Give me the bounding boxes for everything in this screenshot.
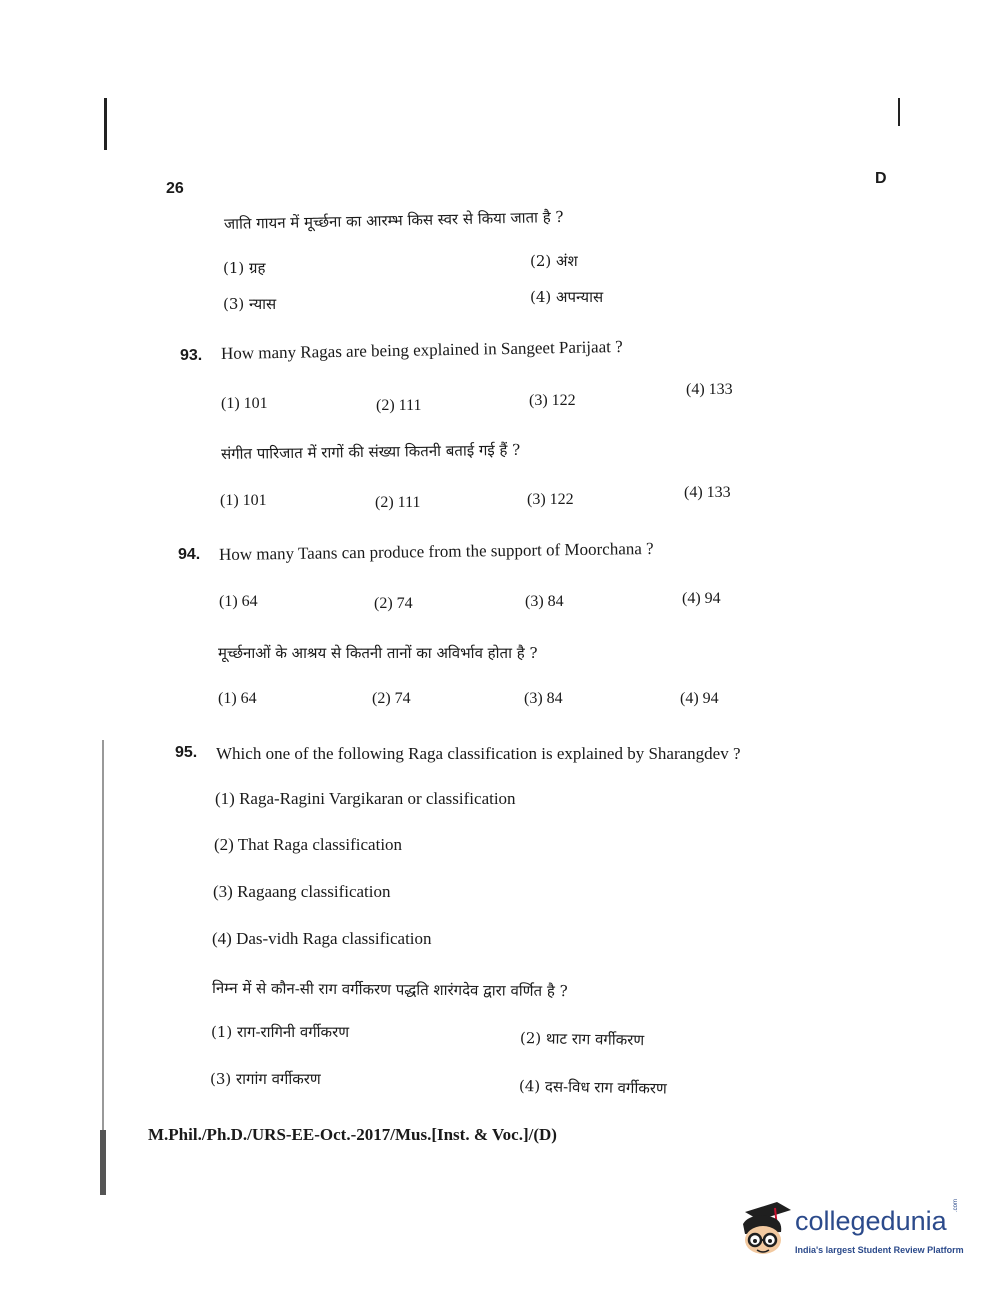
collegedunia-tagline: India's largest Student Review Platform [795, 1245, 964, 1255]
q95-question-hi: निम्न में से कौन-सी राग वर्गीकरण पद्धति शारंगदेव द्वारा वर्णित है ? [211, 979, 568, 1001]
scan-mark-left [104, 98, 107, 150]
q92-option-2: (2) अंश [530, 252, 578, 270]
q95-option-en-2: (2) That Raga classification [214, 835, 403, 854]
q94-option-hi-2: (2) 74 [372, 690, 411, 707]
q95-option-hi-1: (1) राग-रागिनी वर्गीकरण [211, 1023, 350, 1041]
series-letter: D [875, 170, 887, 187]
q93-option-hi-3: (3) 122 [527, 491, 574, 508]
mascot-icon [737, 1198, 795, 1260]
q94-option-en-2: (2) 74 [374, 595, 413, 612]
q94-option-en-3: (3) 84 [525, 593, 564, 610]
page-number: 26 [166, 180, 184, 197]
q94-question-en: How many Taans can produce from the support of Moorchana ? [218, 538, 654, 564]
q95-option-en-1: (1) Raga-Ragini Vargikaran or classification [215, 789, 516, 808]
scan-edge-left [102, 740, 104, 1195]
q92-option-4: (4) अपन्यास [530, 288, 604, 306]
scan-mark-right [898, 98, 900, 126]
q93-question-hi: संगीत पारिजात में रागों की संख्या कितनी बताई गई हैं ? [220, 440, 521, 463]
q95-option-hi-2: (2) थाट राग वर्गीकरण [519, 1029, 645, 1050]
q92-question-hi: जाति गायन में मूर्च्छना का आरम्भ किस स्वर से किया जाता है ? [223, 207, 564, 233]
q92-option-1: (1) ग्रह [223, 259, 266, 277]
q93-option-en-2: (2) 111 [376, 397, 422, 414]
q93-option-en-3: (3) 122 [529, 392, 576, 409]
q95-option-hi-4: (4) दस-विध राग वर्गीकरण [518, 1077, 667, 1098]
collegedunia-logo [737, 1198, 964, 1268]
q93-option-en-4: (4) 133 [686, 381, 733, 398]
q93-option-hi-4: (4) 133 [684, 484, 731, 501]
q93-number: 93. [180, 347, 203, 364]
q95-question-en: Which one of the following Raga classification is explained by Sharangdev ? [216, 744, 741, 763]
q94-option-hi-1: (1) 64 [218, 690, 257, 707]
q94-number: 94. [178, 546, 201, 563]
q94-option-hi-3: (3) 84 [524, 690, 563, 707]
q95-number: 95. [175, 744, 198, 761]
q94-question-hi: मूर्च्छनाओं के आश्रय से कितनी तानों का अविर्भाव होता है ? [218, 644, 538, 662]
q93-option-hi-1: (1) 101 [220, 492, 267, 509]
q92-option-3: (3) न्यास [223, 295, 277, 313]
collegedunia-suffix: .com [953, 1198, 959, 1212]
q93-question-en: How many Ragas are being explained in Sangeet Parijaat ? [220, 336, 623, 363]
collegedunia-brand: collegedunia [795, 1206, 947, 1236]
q93-option-en-1: (1) 101 [221, 395, 268, 412]
q95-option-en-4: (4) Das-vidh Raga classification [212, 929, 432, 948]
scan-edge-left-dark [100, 1130, 106, 1195]
q93-option-hi-2: (2) 111 [375, 494, 421, 511]
q94-option-en-4: (4) 94 [682, 590, 721, 607]
footer-exam-code: M.Phil./Ph.D./URS-EE-Oct.-2017/Mus.[Inst. & Voc.]/(D) [148, 1125, 557, 1144]
q94-option-hi-4: (4) 94 [680, 690, 719, 707]
q95-option-en-3: (3) Ragaang classification [213, 882, 391, 901]
q95-option-hi-3: (3) रागांग वर्गीकरण [210, 1070, 321, 1088]
q94-option-en-1: (1) 64 [219, 593, 258, 610]
